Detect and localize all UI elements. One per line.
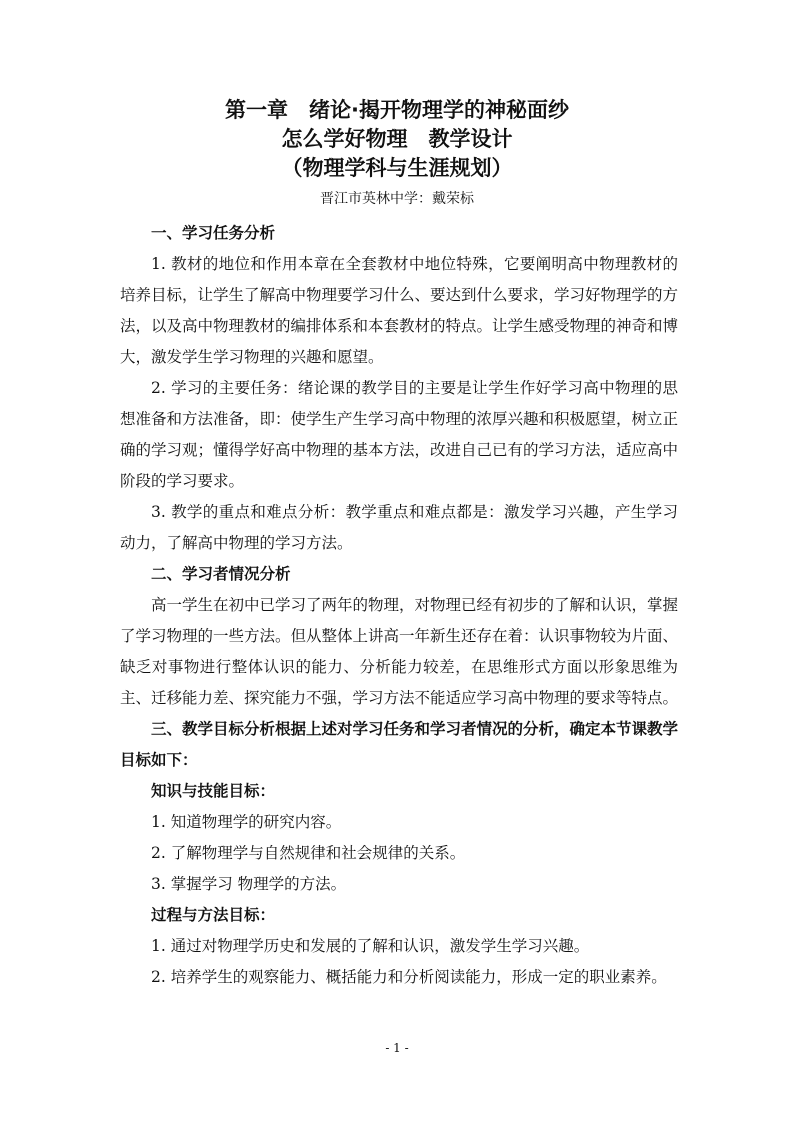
- list-item: 1. 通过对物理学历史和发展的了解和认识，激发学生学习兴趣。: [151, 937, 590, 955]
- chapter-title: 第一章 绪论·揭开物理学的神秘面纱: [225, 98, 569, 122]
- lesson-title: 怎么学好物理 教学设计: [281, 127, 513, 151]
- lesson-subtitle: （物理学科与生涯规划）: [281, 156, 513, 180]
- list-item: 2. 培养学生的观察能力、概括能力和分析阅读能力，形成一定的职业素养。: [151, 968, 667, 986]
- author-line: 晋江市英林中学：戴荣标: [320, 191, 474, 207]
- paragraph: 高一学生在初中已学习了两年的物理，对物理已经有初步的了解和认识，掌握了学习物理的一些方法。但从整体上讲高一年新生还存在着：认识事物较为片面、缺乏对事物进行整体认识的能力、分析能力较差，在思维形式方面以形象思维为主、迁移能力差、探究能力不强，学习方法不能适应学习高中物理的要求等特点。: [120, 596, 679, 707]
- paragraph: 2. 学习的主要任务：绪论课的教学目的主要是让学生作好学习高中物理的思想准备和方法准备，即：使学生产生学习高中物理的浓厚兴趣和积极愿望，树立正确的学习观；懂得学好高中物理的基本方法，改进自己已有的学习方法，适应高中阶段的学习要求。: [120, 379, 679, 490]
- section-heading-task-analysis: 一、学习任务分析: [151, 224, 276, 242]
- section-heading-objectives: 三、教学目标分析根据上述对学习任务和学习者情况的分析，确定本节课教学目标如下：: [120, 720, 679, 769]
- title-block: [0, 96, 794, 210]
- subheading-knowledge-skills: 知识与技能目标：: [151, 782, 276, 800]
- paragraph: 1. 教材的地位和作用本章在全套教材中地位特殊，它要阐明高中物理教材的培养目标，让学生了解高中物理要学习什么、要达到什么要求，学习好物理学的方法，以及高中物理教材的编排体系和本套教材的特点。让学生感受物理的神奇和博大，激发学生学习物理的兴趣和愿望。: [120, 255, 679, 366]
- section-heading-learner-analysis: 二、学习者情况分析: [151, 565, 291, 583]
- page-number: - 1 -: [385, 1041, 409, 1055]
- list-item: 2. 了解物理学与自然规律和社会规律的关系。: [151, 844, 466, 862]
- list-item: 3. 掌握学习 物理学的方法。: [151, 875, 347, 893]
- document-body: [120, 218, 678, 993]
- paragraph: 3. 教学的重点和难点分析：教学重点和难点都是：激发学习兴趣，产生学习动力，了解高中物理的学习方法。: [120, 503, 678, 552]
- list-item: 1. 知道物理学的研究内容。: [151, 813, 342, 831]
- subheading-process-methods: 过程与方法目标：: [151, 906, 276, 924]
